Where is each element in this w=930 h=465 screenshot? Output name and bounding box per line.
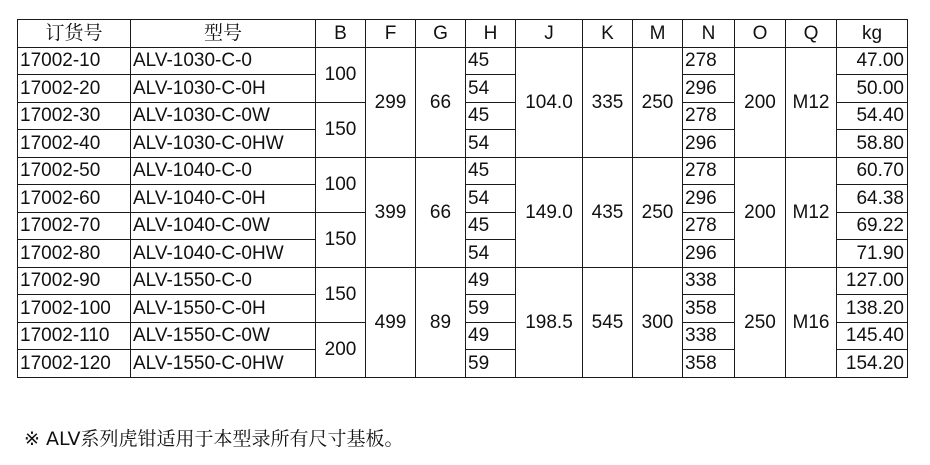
spec-table-wrapper (17, 19, 908, 378)
footnote: ※ ALV系列虎钳适用于本型录所有尺寸基板。 (24, 428, 404, 450)
cell-model: ALV-1040-C-0HW (131, 240, 316, 268)
header-k: K (583, 20, 633, 48)
header-h: H (466, 20, 516, 48)
cell-m: 250 (633, 157, 683, 267)
cell-n: 296 (683, 240, 735, 268)
cell-order-no: 17002-10 (18, 47, 131, 75)
cell-order-no: 17002-60 (18, 185, 131, 213)
cell-b: 100 (316, 47, 366, 102)
cell-q: M12 (786, 47, 837, 157)
cell-m: 300 (633, 267, 683, 377)
cell-f: 299 (366, 47, 416, 157)
cell-kg: 54.40 (837, 102, 908, 130)
cell-model: ALV-1030-C-0HW (131, 130, 316, 158)
cell-model: ALV-1550-C-0HW (131, 350, 316, 378)
cell-kg: 64.38 (837, 185, 908, 213)
cell-kg: 145.40 (837, 322, 908, 350)
cell-o: 200 (735, 47, 786, 157)
cell-model: ALV-1030-C-0W (131, 102, 316, 130)
cell-h: 49 (466, 267, 516, 295)
cell-h: 59 (466, 295, 516, 323)
cell-h: 45 (466, 102, 516, 130)
cell-g: 66 (416, 47, 466, 157)
header-g: G (416, 20, 466, 48)
cell-kg: 154.20 (837, 350, 908, 378)
cell-order-no: 17002-90 (18, 267, 131, 295)
cell-order-no: 17002-80 (18, 240, 131, 268)
header-j: J (516, 20, 583, 48)
cell-k: 435 (583, 157, 633, 267)
cell-k: 335 (583, 47, 633, 157)
cell-b: 150 (316, 212, 366, 267)
cell-kg: 127.00 (837, 267, 908, 295)
cell-b: 150 (316, 102, 366, 157)
cell-kg: 58.80 (837, 130, 908, 158)
cell-f: 399 (366, 157, 416, 267)
cell-q: M12 (786, 157, 837, 267)
cell-h: 54 (466, 130, 516, 158)
header-m: M (633, 20, 683, 48)
cell-n: 358 (683, 295, 735, 323)
cell-model: ALV-1040-C-0H (131, 185, 316, 213)
cell-o: 200 (735, 157, 786, 267)
cell-h: 54 (466, 75, 516, 103)
cell-h: 45 (466, 212, 516, 240)
cell-n: 278 (683, 157, 735, 185)
cell-n: 338 (683, 267, 735, 295)
header-b: B (316, 20, 366, 48)
cell-n: 278 (683, 212, 735, 240)
cell-b: 150 (316, 267, 366, 322)
table-row (18, 267, 908, 295)
header-kg: kg (837, 20, 908, 48)
cell-order-no: 17002-50 (18, 157, 131, 185)
table-row (18, 47, 908, 75)
cell-kg: 47.00 (837, 47, 908, 75)
cell-model: ALV-1030-C-0 (131, 47, 316, 75)
header-row (18, 20, 908, 48)
spec-table (17, 19, 908, 378)
cell-h: 45 (466, 157, 516, 185)
cell-kg: 60.70 (837, 157, 908, 185)
header-o: O (735, 20, 786, 48)
cell-h: 59 (466, 350, 516, 378)
cell-m: 250 (633, 47, 683, 157)
cell-b: 200 (316, 322, 366, 377)
cell-order-no: 17002-30 (18, 102, 131, 130)
cell-n: 296 (683, 185, 735, 213)
cell-h: 54 (466, 185, 516, 213)
cell-h: 49 (466, 322, 516, 350)
cell-order-no: 17002-70 (18, 212, 131, 240)
cell-h: 54 (466, 240, 516, 268)
cell-j: 198.5 (516, 267, 583, 377)
header-f: F (366, 20, 416, 48)
cell-model: ALV-1550-C-0H (131, 295, 316, 323)
cell-g: 89 (416, 267, 466, 377)
cell-model: ALV-1030-C-0H (131, 75, 316, 103)
cell-n: 358 (683, 350, 735, 378)
cell-kg: 138.20 (837, 295, 908, 323)
cell-b: 100 (316, 157, 366, 212)
cell-f: 499 (366, 267, 416, 377)
cell-k: 545 (583, 267, 633, 377)
cell-kg: 71.90 (837, 240, 908, 268)
cell-j: 149.0 (516, 157, 583, 267)
cell-model: ALV-1550-C-0 (131, 267, 316, 295)
cell-model: ALV-1550-C-0W (131, 322, 316, 350)
cell-kg: 69.22 (837, 212, 908, 240)
cell-order-no: 17002-110 (18, 322, 131, 350)
cell-g: 66 (416, 157, 466, 267)
cell-order-no: 17002-100 (18, 295, 131, 323)
cell-j: 104.0 (516, 47, 583, 157)
cell-n: 296 (683, 130, 735, 158)
cell-h: 45 (466, 47, 516, 75)
cell-model: ALV-1040-C-0W (131, 212, 316, 240)
table-row (18, 157, 908, 185)
header-n: N (683, 20, 735, 48)
cell-kg: 50.00 (837, 75, 908, 103)
cell-o: 250 (735, 267, 786, 377)
header-q: Q (786, 20, 837, 48)
header-order-no: 订货号 (18, 20, 131, 48)
cell-q: M16 (786, 267, 837, 377)
cell-order-no: 17002-20 (18, 75, 131, 103)
cell-n: 296 (683, 75, 735, 103)
cell-n: 278 (683, 102, 735, 130)
cell-model: ALV-1040-C-0 (131, 157, 316, 185)
cell-order-no: 17002-40 (18, 130, 131, 158)
cell-n: 338 (683, 322, 735, 350)
cell-n: 278 (683, 47, 735, 75)
cell-order-no: 17002-120 (18, 350, 131, 378)
header-model: 型号 (131, 20, 316, 48)
